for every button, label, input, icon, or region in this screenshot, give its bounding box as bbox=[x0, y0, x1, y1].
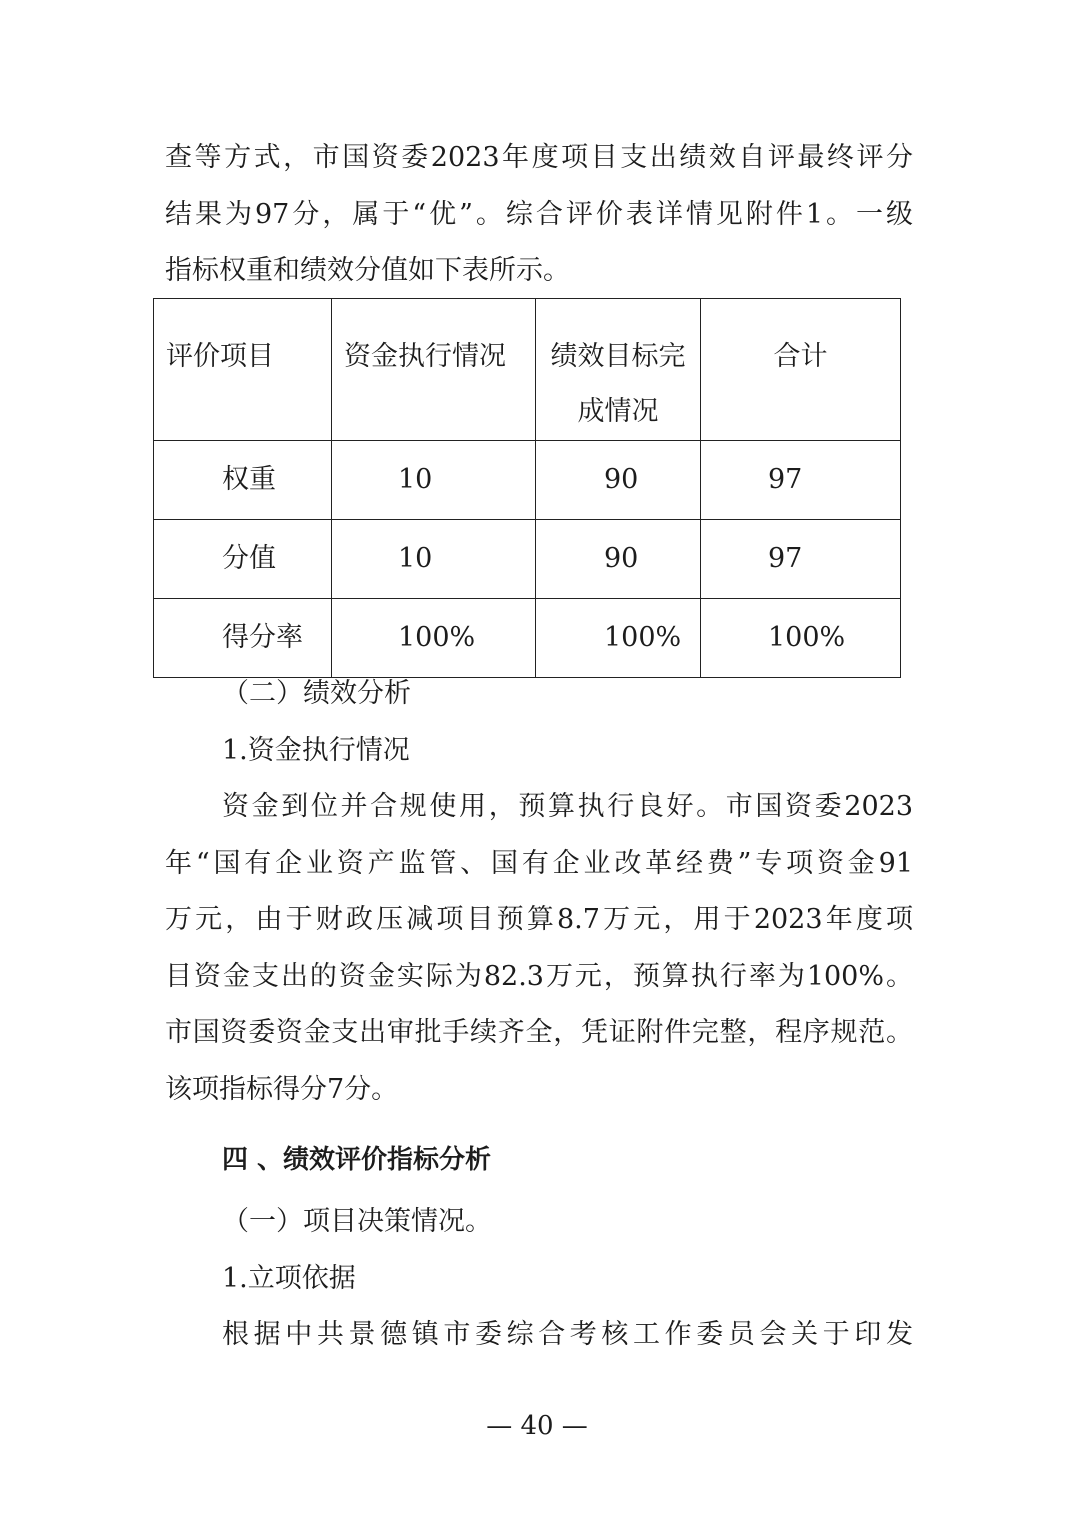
section-four-subheading: （一）项目决策情况。 bbox=[222, 1206, 492, 1237]
cell-total: 97 bbox=[768, 464, 803, 495]
table-row bbox=[154, 599, 901, 678]
section-four-heading: 四 、绩效评价指标分析 bbox=[222, 1145, 492, 1175]
table-row bbox=[154, 520, 901, 599]
cell-goals: 90 bbox=[604, 543, 639, 574]
cell-funds: 100% bbox=[398, 622, 476, 653]
body-line-4: 目资金支出的资金实际为82.3万元，预算执行率为100%。 bbox=[165, 961, 913, 992]
header-cell-item: 评价项目 bbox=[154, 299, 332, 441]
cell-funds: 10 bbox=[398, 543, 433, 574]
section-four-line: 根据中共景德镇市委综合考核工作委员会关于印发 bbox=[222, 1319, 913, 1350]
row-label: 权重 bbox=[222, 464, 276, 495]
body-line-2: 年“国有企业资产监管、国有企业改革经费”专项资金91 bbox=[165, 848, 913, 879]
section-four-item: 1.立项依据 bbox=[222, 1263, 356, 1294]
cell-funds: 10 bbox=[398, 464, 433, 495]
body-line-5: 市国资委资金支出审批手续齐全，凭证附件完整，程序规范。 bbox=[165, 1017, 913, 1048]
header-cell-funds: 资金执行情况 bbox=[332, 299, 536, 441]
section-two-title: （二）绩效分析 bbox=[222, 678, 411, 709]
intro-line-3: 指标权重和绩效分值如下表所示。 bbox=[165, 255, 570, 286]
header-cell-total: 合计 bbox=[701, 299, 901, 441]
cell-total: 97 bbox=[768, 543, 803, 574]
row-label: 得分率 bbox=[222, 622, 303, 653]
score-table bbox=[153, 298, 901, 678]
section-two-subtitle: 1.资金执行情况 bbox=[222, 735, 410, 766]
header-cell-goals: 绩效目标完 成情况 bbox=[536, 299, 701, 441]
body-line-6: 该项指标得分7分。 bbox=[165, 1074, 399, 1105]
body-line-3: 万元，由于财政压减项目预算8.7万元，用于2023年度项 bbox=[165, 904, 913, 935]
page-number: — 40 — bbox=[486, 1411, 588, 1441]
intro-line-2: 结果为97分，属于“优”。综合评价表详情见附件1。一级 bbox=[165, 199, 913, 230]
table-header-row bbox=[154, 299, 901, 441]
table-row bbox=[154, 441, 901, 520]
cell-goals: 90 bbox=[604, 464, 639, 495]
row-label: 分值 bbox=[222, 543, 276, 574]
cell-total: 100% bbox=[768, 622, 846, 653]
intro-line-1: 查等方式，市国资委2023年度项目支出绩效自评最终评分 bbox=[165, 142, 913, 173]
cell-goals: 100% bbox=[604, 622, 682, 653]
body-line-1: 资金到位并合规使用，预算执行良好。市国资委2023 bbox=[222, 791, 913, 822]
